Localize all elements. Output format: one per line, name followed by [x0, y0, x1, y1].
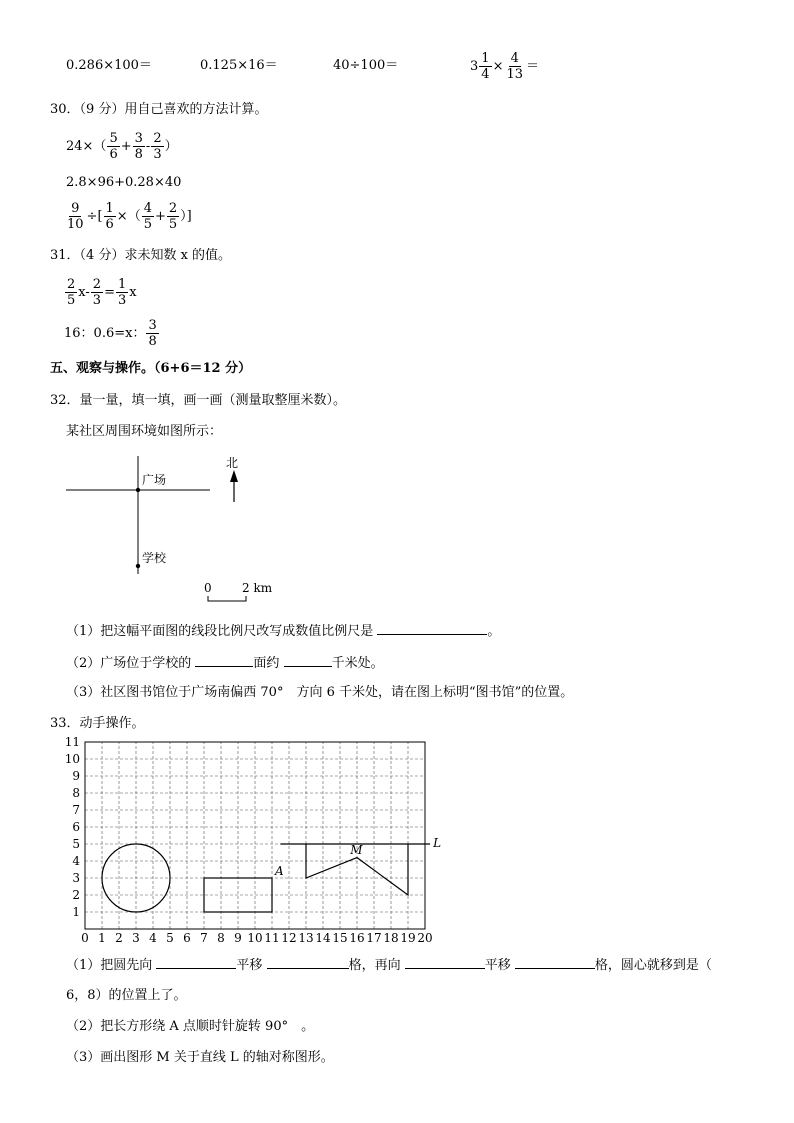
square-point — [136, 488, 140, 492]
q33-s1-line2: 6，8）的位置上了。 — [66, 988, 187, 1003]
y-tick-label: 4 — [72, 854, 80, 868]
label-M: M — [350, 842, 363, 857]
q33-s1: （1）把圆先向 平移 格，再向 平移 格，圆心就移到是（ — [66, 958, 712, 973]
x-tick-label: 11 — [264, 931, 280, 945]
north-arrow-icon — [230, 470, 238, 482]
x-tick-label: 9 — [234, 931, 242, 945]
q33-title: 33．动手操作。 — [50, 716, 145, 731]
fraction: $\frac{1}{4}$ — [481, 51, 490, 82]
q32-s1: （1）把这幅平面图的线段比例尺改写成数值比例尺是 。 — [66, 624, 501, 639]
q30-expr-3: $\frac{9}{10}$ ÷[ $\frac{1}{6}$ ×（ $\frac{4}{5}$ + $\frac{2}{5}$ ）] — [67, 201, 192, 232]
fraction: $\frac{4}{13}$ — [506, 51, 524, 82]
calc-item-1: 0.286×100＝ — [66, 58, 152, 73]
q30-expr-1: 24×（ $\frac{5}{6}$ + $\frac{3}{8}$ - $\frac{2}{3}$ ） — [66, 131, 178, 162]
calc-item-4: 3 $\frac{1}{4}$ × $\frac{4}{13}$ ＝ — [470, 51, 540, 82]
community-map — [60, 450, 300, 610]
q33-s2: （2）把长方形绕 A 点顺时针旋转 90° 。 — [66, 1019, 315, 1034]
x-tick-label: 17 — [366, 931, 382, 945]
scale-zero: 0 — [204, 581, 212, 595]
q32-s2: （2）广场位于学校的 面约 千米处。 — [66, 656, 384, 671]
answer-blank[interactable] — [405, 956, 485, 969]
answer-blank[interactable] — [195, 654, 253, 667]
answer-blank[interactable] — [515, 956, 595, 969]
x-tick-label: 6 — [183, 931, 191, 945]
x-tick-label: 7 — [200, 931, 208, 945]
calc-item-3: 40÷100＝ — [333, 58, 399, 73]
section-heading: 五、观察与操作。（6+6＝12 分） — [50, 361, 252, 376]
answer-blank[interactable] — [284, 654, 332, 667]
y-tick-label: 3 — [72, 871, 80, 885]
mixed-whole: 3 — [470, 59, 479, 74]
label-L: L — [433, 836, 442, 850]
q30-expr-2: 2.8×96+0.28×40 — [66, 175, 182, 190]
x-tick-label: 20 — [417, 931, 433, 945]
x-tick-label: 3 — [132, 931, 140, 945]
school-point — [136, 564, 140, 568]
x-tick-label: 12 — [281, 931, 297, 945]
q32-intro: 某社区周围环境如图所示： — [66, 424, 223, 439]
y-tick-label: 8 — [72, 786, 80, 800]
y-tick-label: 1 — [72, 905, 80, 919]
q32-title: 32．量一量，填一填，画一画（测量取整厘米数）。 — [50, 393, 347, 408]
q31-expr-2: 16：0.6=x： $\frac{3}{8}$ — [64, 318, 157, 349]
x-tick-label: 5 — [166, 931, 174, 945]
y-tick-label: 11 — [64, 735, 80, 749]
q32-s3: （3）社区图书馆位于广场南偏西 70° 方向 6 千米处，请在图上标明“图书馆”的位置。 — [66, 685, 574, 700]
north-label: 北 — [226, 456, 239, 470]
y-tick-label: 5 — [72, 837, 80, 851]
y-tick-label: 7 — [72, 803, 80, 817]
y-tick-label: 10 — [64, 752, 80, 766]
x-tick-label: 14 — [315, 931, 331, 945]
x-tick-label: 15 — [332, 931, 348, 945]
x-tick-label: 8 — [217, 931, 225, 945]
square-label: 广场 — [142, 473, 167, 487]
y-tick-label: 6 — [72, 820, 80, 834]
scale-bar — [208, 596, 246, 601]
x-tick-label: 2 — [115, 931, 123, 945]
x-tick-label: 13 — [298, 931, 314, 945]
q31-title: 31．（4 分）求未知数 x 的值。 — [50, 248, 232, 263]
x-tick-label: 4 — [149, 931, 157, 945]
q30-title: 30．（9 分）用自己喜欢的方法计算。 — [50, 102, 268, 117]
q33-s3: （3）画出图形 M 关于直线 L 的轴对称图形。 — [66, 1050, 334, 1065]
x-tick-label: 0 — [81, 931, 89, 945]
y-tick-label: 2 — [72, 888, 80, 902]
x-tick-label: 18 — [383, 931, 399, 945]
answer-blank[interactable] — [377, 622, 487, 635]
x-tick-label: 1 — [98, 931, 106, 945]
x-tick-label: 16 — [349, 931, 365, 945]
y-tick-label: 9 — [72, 769, 80, 783]
school-label: 学校 — [142, 551, 167, 565]
x-tick-label: 19 — [400, 931, 416, 945]
label-A: A — [275, 864, 284, 878]
answer-blank[interactable] — [156, 956, 236, 969]
scale-value: 2 km — [242, 581, 273, 595]
answer-blank[interactable] — [267, 956, 349, 969]
q31-expr-1: $\frac{2}{5}$ x- $\frac{2}{3}$ = $\frac{1}{3}$ x — [67, 277, 137, 308]
calc-item-2: 0.125×16＝ — [200, 58, 278, 73]
coordinate-grid — [55, 735, 455, 950]
x-tick-label: 10 — [247, 931, 263, 945]
grid-border — [85, 742, 425, 929]
